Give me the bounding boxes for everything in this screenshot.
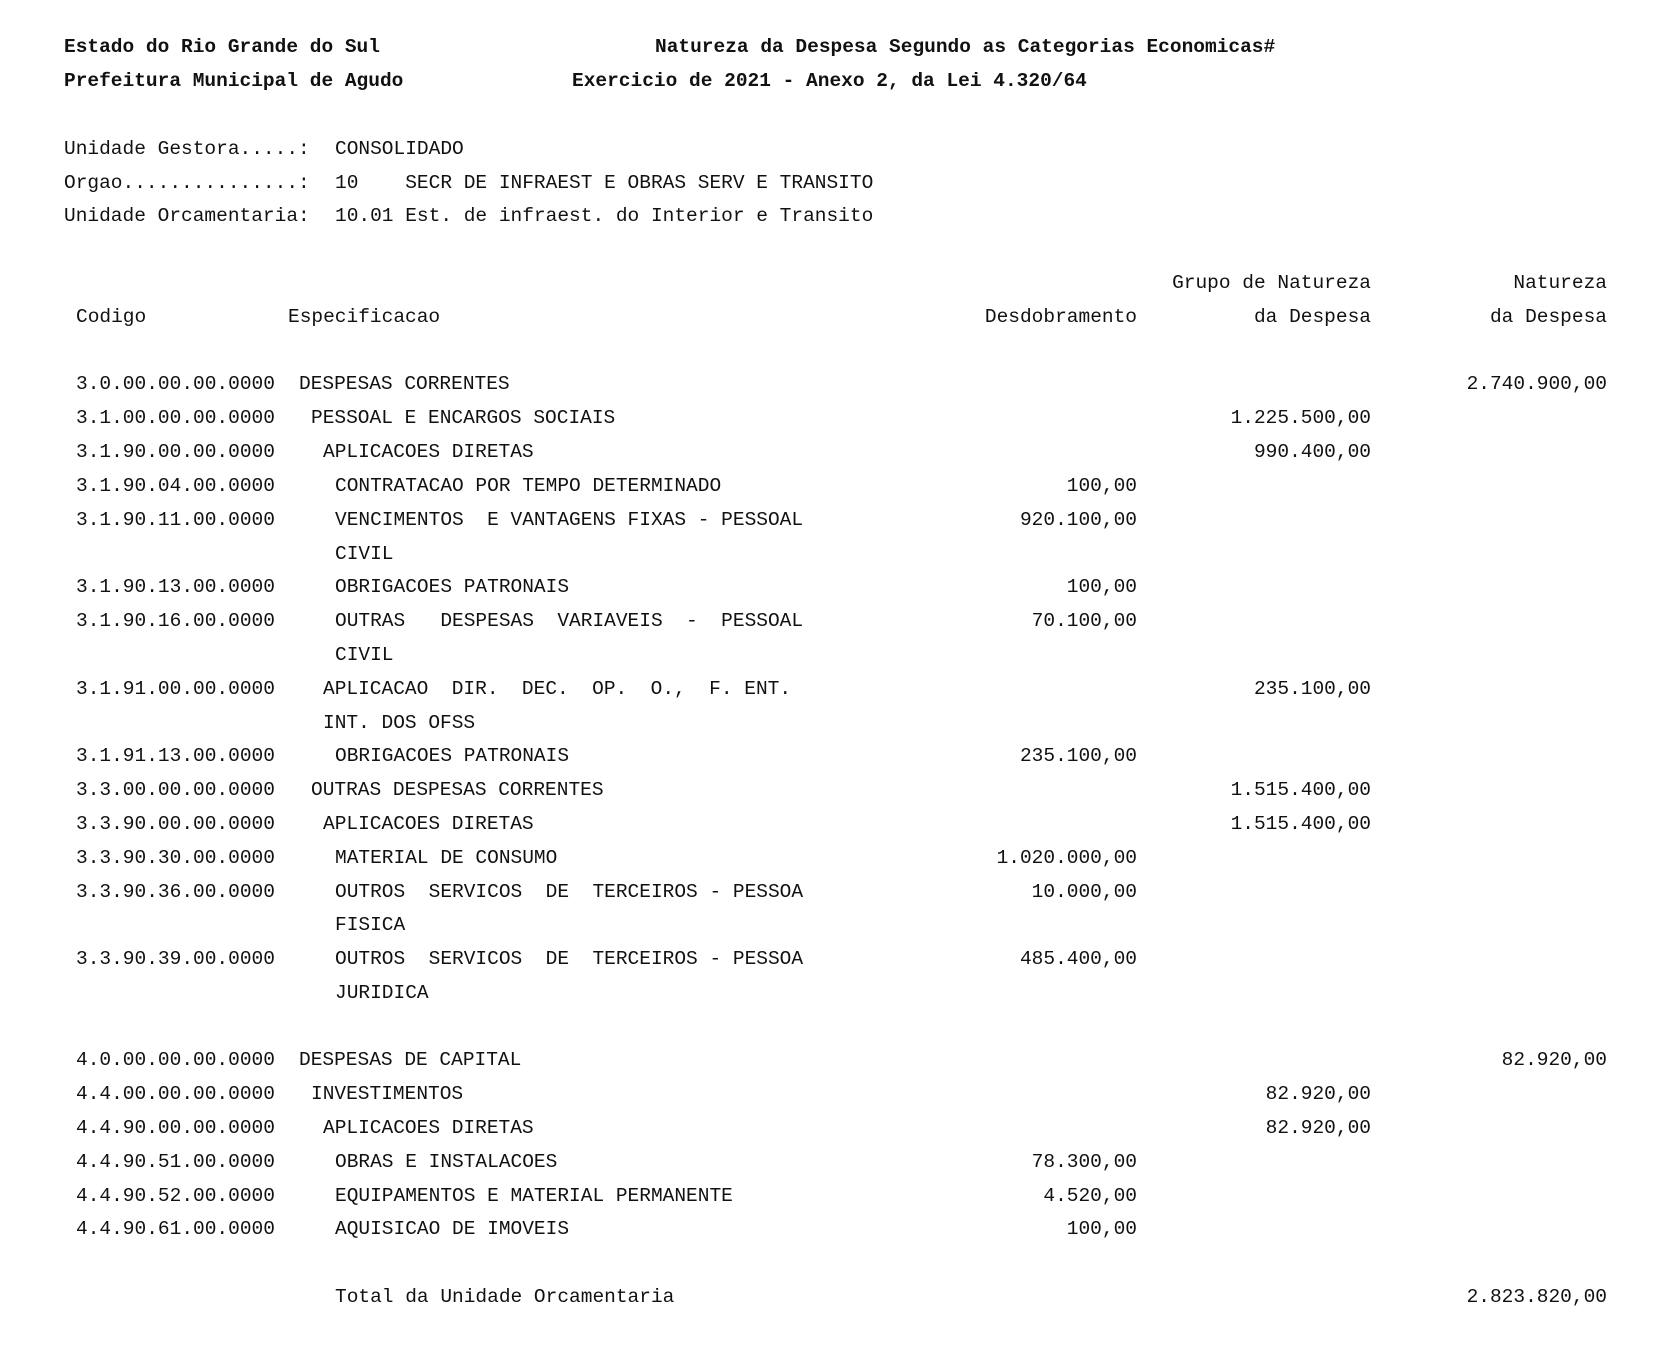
table-row-continuation [0,714,1654,748]
row-grupo-value: 1.515.400,00 [1230,779,1371,801]
row-desdobramento-value: 100,00 [1066,576,1137,598]
table-row-continuation [0,545,1654,579]
unidade-orcamentaria-label: Unidade Orcamentaria: [64,205,310,227]
row-desdobramento-value: 4.520,00 [1043,1185,1137,1207]
row-specification: AQUISICAO DE IMOVEIS [335,1218,570,1240]
total-row [0,1288,1654,1322]
state-name: Estado do Rio Grande do Sul [64,36,380,58]
row-specification: EQUIPAMENTOS E MATERIAL PERMANENTE [335,1185,733,1207]
row-specification: OBRIGACOES PATRONAIS [335,745,570,767]
row-specification: DESPESAS DE CAPITAL [299,1049,522,1071]
table-row [0,1153,1654,1187]
row-desdobramento-value: 100,00 [1066,475,1137,497]
table-row [0,375,1654,409]
row-code: 3.3.90.30.00.0000 [76,847,275,869]
row-specification: INVESTIMENTOS [311,1083,464,1105]
table-row [0,477,1654,511]
row-code: 3.1.91.13.00.0000 [76,745,275,767]
row-specification-continuation: INT. DOS OFSS [323,712,476,734]
table-row [0,1085,1654,1119]
row-specification: OBRIGACOES PATRONAIS [335,576,570,598]
table-row-continuation [0,984,1654,1018]
row-code: 3.1.90.13.00.0000 [76,576,275,598]
column-header-grupo-line1: Grupo de Natureza [1172,272,1371,294]
row-desdobramento-value: 920.100,00 [1019,509,1137,531]
row-code: 3.3.90.00.00.0000 [76,813,275,835]
table-row [0,1187,1654,1221]
table-row [0,409,1654,443]
row-specification: OUTRAS DESPESAS VARIAVEIS - PESSOAL [335,610,804,632]
column-header-natureza-line1: Natureza [1513,272,1607,294]
column-header-especificacao: Especificacao [288,306,441,328]
report-subtitle: Exercicio de 2021 - Anexo 2, da Lei 4.320/64 [572,70,1087,92]
row-desdobramento-value: 235.100,00 [1019,745,1137,767]
row-specification: APLICACOES DIRETAS [323,813,534,835]
prefecture-name: Prefeitura Municipal de Agudo [64,70,404,92]
row-specification: OBRAS E INSTALACOES [335,1151,558,1173]
row-code: 4.4.00.00.00.0000 [76,1083,275,1105]
table-row [0,612,1654,646]
table-row [0,680,1654,714]
row-desdobramento-value: 1.020.000,00 [996,847,1137,869]
row-specification: VENCIMENTOS E VANTAGENS FIXAS - PESSOAL [335,509,804,531]
table-row [0,883,1654,917]
column-header-natureza-line2: da Despesa [1489,306,1607,328]
row-code: 3.3.00.00.00.0000 [76,779,275,801]
row-grupo-value: 82.920,00 [1265,1083,1371,1105]
row-specification-continuation: CIVIL [335,644,394,666]
column-header-codigo: Codigo [76,306,147,328]
column-header-grupo-line2: da Despesa [1253,306,1371,328]
row-specification-continuation: CIVIL [335,543,394,565]
table-row [0,849,1654,883]
table-row [0,578,1654,612]
orgao-label: Orgao...............: [64,172,310,194]
row-desdobramento-value: 70.100,00 [1031,610,1137,632]
row-specification: OUTRAS DESPESAS CORRENTES [311,779,604,801]
table-row [0,781,1654,815]
row-code: 3.1.90.04.00.0000 [76,475,275,497]
row-natureza-value: 82.920,00 [1501,1049,1607,1071]
row-specification-continuation: FISICA [335,914,406,936]
row-grupo-value: 235.100,00 [1253,678,1371,700]
unidade-orcamentaria-value: 10.01 Est. de infraest. do Interior e Transito [335,205,874,227]
table-row-continuation [0,646,1654,680]
row-grupo-value: 990.400,00 [1253,441,1371,463]
row-grupo-value: 1.515.400,00 [1230,813,1371,835]
row-code: 3.0.00.00.00.0000 [76,373,275,395]
table-row [0,1051,1654,1085]
table-row [0,950,1654,984]
row-specification: OUTROS SERVICOS DE TERCEIROS - PESSOA [335,948,804,970]
row-natureza-value: 2.740.900,00 [1466,373,1607,395]
row-desdobramento-value: 100,00 [1066,1218,1137,1240]
row-code: 3.3.90.36.00.0000 [76,881,275,903]
row-specification-continuation: JURIDICA [335,982,429,1004]
row-grupo-value: 82.920,00 [1265,1117,1371,1139]
row-code: 4.4.90.51.00.0000 [76,1151,275,1173]
row-code: 3.1.91.00.00.0000 [76,678,275,700]
unidade-gestora-value: CONSOLIDADO [335,138,464,160]
row-specification: APLICACOES DIRETAS [323,441,534,463]
row-code: 3.1.90.00.00.0000 [76,441,275,463]
row-code: 4.4.90.52.00.0000 [76,1185,275,1207]
row-specification: APLICACAO DIR. DEC. OP. O., F. ENT. [323,678,792,700]
table-row-continuation [0,916,1654,950]
row-specification: MATERIAL DE CONSUMO [335,847,558,869]
row-specification: CONTRATACAO POR TEMPO DETERMINADO [335,475,722,497]
table-row [0,1220,1654,1254]
table-row [0,443,1654,477]
row-specification: OUTROS SERVICOS DE TERCEIROS - PESSOA [335,881,804,903]
unidade-gestora-label: Unidade Gestora.....: [64,138,310,160]
row-specification: PESSOAL E ENCARGOS SOCIAIS [311,407,616,429]
row-code: 3.1.00.00.00.0000 [76,407,275,429]
row-code: 3.1.90.11.00.0000 [76,509,275,531]
orgao-value: 10 SECR DE INFRAEST E OBRAS SERV E TRANSITO [335,172,874,194]
row-code: 3.3.90.39.00.0000 [76,948,275,970]
row-code: 3.1.90.16.00.0000 [76,610,275,632]
table-row [0,511,1654,545]
row-desdobramento-value: 78.300,00 [1031,1151,1137,1173]
total-value: 2.823.820,00 [1466,1286,1607,1308]
row-specification: DESPESAS CORRENTES [299,373,510,395]
row-code: 4.0.00.00.00.0000 [76,1049,275,1071]
table-row [0,815,1654,849]
row-desdobramento-value: 485.400,00 [1019,948,1137,970]
row-desdobramento-value: 10.000,00 [1031,881,1137,903]
row-code: 4.4.90.00.00.0000 [76,1117,275,1139]
total-label: Total da Unidade Orcamentaria [335,1286,675,1308]
row-grupo-value: 1.225.500,00 [1230,407,1371,429]
row-code: 4.4.90.61.00.0000 [76,1218,275,1240]
report-title: Natureza da Despesa Segundo as Categorias Economicas# [655,36,1276,58]
column-header-desdobramento: Desdobramento [984,306,1137,328]
row-specification: APLICACOES DIRETAS [323,1117,534,1139]
table-row [0,747,1654,781]
table-row [0,1119,1654,1153]
